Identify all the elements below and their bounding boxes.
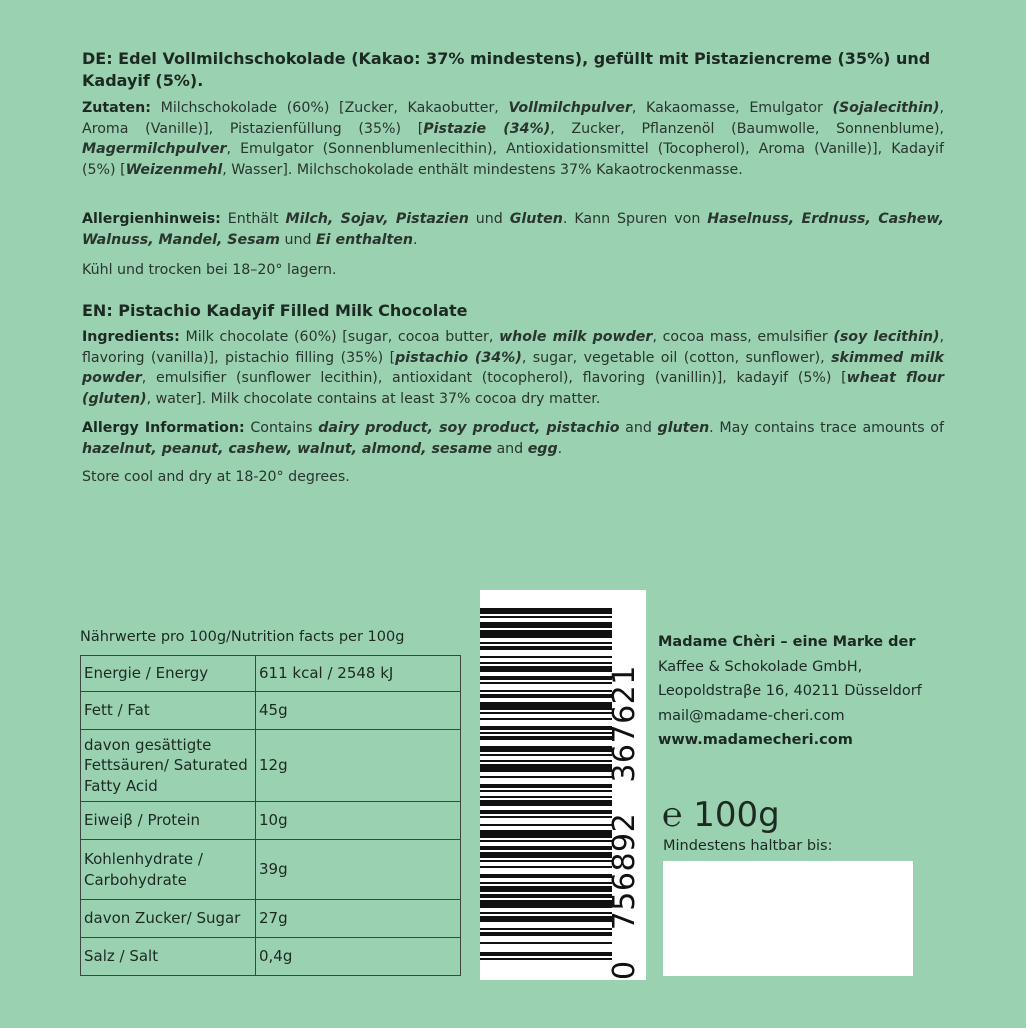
barcode-bar	[480, 952, 612, 956]
barcode-bar	[480, 630, 612, 638]
brand-line: Madame Chèri – eine Marke der	[658, 634, 916, 650]
nutrient-value: 27g	[256, 900, 461, 938]
nutrition-table	[80, 655, 461, 976]
allergen-text: skimmed milk powder	[82, 349, 944, 387]
text-segment: .	[557, 440, 563, 457]
barcode-bar	[480, 784, 612, 788]
barcode-bar	[480, 764, 612, 772]
en-storage: Store cool and dry at 18-20° degrees.	[82, 469, 350, 485]
en-allergy-information	[82, 418, 944, 459]
barcode-bar	[480, 736, 612, 740]
estimated-sign-icon: ℮	[662, 795, 683, 835]
barcode-bar	[480, 690, 612, 692]
text-segment: , water]. Milk chocolate contains at least 37% cocoa dry matter.	[146, 390, 601, 407]
address: Leopoldstraβe 16, 40211 Düsseldorf	[658, 683, 922, 699]
allergen-text: egg	[527, 440, 558, 457]
en-allergy-label: Allergy Information:	[82, 420, 245, 436]
barcode-bar	[480, 676, 612, 680]
barcode-bar	[480, 840, 612, 842]
table-row	[81, 656, 461, 692]
nutrient-label: davon gesättigte Fettsäuren/ Saturated Fatty Acid	[81, 730, 256, 802]
barcode-bar	[480, 894, 612, 898]
barcode-bar	[480, 800, 612, 806]
barcode-bar	[480, 790, 612, 792]
text-segment: , sugar, vegetable oil (cotton, sunflower),	[521, 349, 832, 366]
barcode-bar	[480, 942, 612, 944]
en-ingredients-label: Ingredients:	[82, 329, 180, 345]
brand-info	[658, 630, 922, 753]
barcode-bar	[480, 622, 612, 628]
barcode-bar	[480, 882, 612, 884]
best-before-label: Mindestens haltbar bis:	[663, 838, 833, 854]
allergen-text: whole milk powder	[499, 329, 653, 345]
text-segment: und	[279, 231, 316, 248]
barcode-bar	[480, 732, 612, 734]
allergen-text: wheat flour (gluten)	[82, 370, 944, 407]
text-segment: , Zucker, Pflanzenöl (Baumwolle, Sonnenblume),	[550, 120, 945, 137]
barcode-bar	[480, 642, 612, 644]
allergen-text: (Sojalecithin)	[832, 100, 940, 116]
barcode-bar	[480, 718, 612, 720]
text-segment: . May contains trace amounts of	[709, 420, 944, 436]
barcode-bar	[480, 726, 612, 730]
barcode-digits: 0 756892 367621	[607, 665, 642, 980]
allergen-text: (soy lecithin)	[833, 329, 940, 345]
de-title: DE: Edel Vollmilchschokolade (Kakao: 37% mindestens), gefüllt mit Pistaziencreme (35%) und Kadayif (5%).	[82, 49, 931, 90]
barcode-bar	[480, 760, 612, 762]
barcode-bar	[480, 616, 612, 618]
nutrient-label: davon Zucker/ Sugar	[81, 900, 256, 938]
de-ingredients	[82, 98, 944, 180]
barcode-bar	[480, 746, 612, 752]
barcode-bar	[480, 874, 612, 878]
text-segment: Milchschokolade (60%) [Zucker, Kakaobutter,	[150, 100, 509, 116]
allergen-text: Gluten	[509, 211, 563, 227]
de-ingredients-label: Zutaten:	[82, 100, 151, 116]
barcode-bar	[480, 656, 612, 658]
text-segment: , cocoa mass, emulsifier	[652, 329, 834, 345]
table-row	[81, 730, 461, 802]
text-segment: , emulsifier (sunflower lecithin), antioxidant (tocopherol), flavoring (vanillin)], kadayif (5%) [	[141, 370, 847, 387]
text-segment: and	[619, 420, 658, 436]
allergen-text: hazelnut, peanut, cashew, walnut, almond, sesame	[82, 440, 492, 457]
barcode-bar	[480, 852, 612, 858]
weight-value: 100g	[693, 795, 780, 835]
table-row	[81, 840, 461, 900]
nutrient-value: 12g	[256, 730, 461, 802]
company-name: Kaffee & Schokolade GmbH,	[658, 658, 863, 675]
table-row	[81, 692, 461, 730]
barcode-bar	[480, 608, 612, 614]
barcode-bar	[480, 824, 612, 826]
barcode-bar	[480, 712, 612, 714]
text-segment: , Aroma (Vanille)], Pistazienfüllung (35%) [	[82, 100, 944, 137]
allergen-text: pistachio (34%)	[395, 349, 522, 366]
barcode-bar	[480, 830, 612, 838]
barcode-bar	[480, 662, 612, 664]
barcode-bar	[480, 932, 612, 936]
allergen-text: dairy product, soy product, pistachio	[318, 420, 620, 436]
barcode-bar	[480, 796, 612, 798]
text-segment: Enthält	[220, 211, 286, 227]
allergen-text: gluten	[657, 420, 710, 436]
barcode-bar	[480, 682, 612, 684]
table-row	[81, 900, 461, 938]
en-ingredients	[82, 327, 944, 409]
allergen-text: Haselnuss, Erdnuss, Cashew, Walnuss, Mandel, Sesam	[82, 211, 944, 248]
allergen-text: Magermilchpulver	[82, 141, 227, 158]
nutrient-value: 0,4g	[256, 938, 461, 976]
barcode-bar	[480, 928, 612, 930]
text-segment: Milk chocolate (60%) [sugar, cocoa butter,	[179, 329, 500, 345]
barcode-bar	[480, 860, 612, 862]
barcode-bar	[480, 694, 612, 698]
barcode-bar	[480, 702, 612, 710]
website: www.madamecheri.com	[658, 732, 853, 748]
allergen-text: Vollmilchpulver	[508, 100, 632, 116]
text-segment: . Kann Spuren von	[562, 211, 708, 227]
email: mail@madame-cheri.com	[658, 707, 845, 724]
de-storage: Kühl und trocken bei 18–20° lagern.	[82, 262, 337, 278]
nutrient-label: Kohlenhydrate / Carbohydrate	[81, 840, 256, 900]
text-segment: Contains	[244, 420, 319, 436]
nutrient-value: 39g	[256, 840, 461, 900]
text-segment: , flavoring (vanilla)], pistachio filling (35%) [	[82, 329, 944, 366]
barcode-bar	[480, 912, 612, 914]
barcode-bar	[480, 776, 612, 778]
allergen-text: Pistazie (34%)	[423, 120, 551, 137]
barcode-bar	[480, 816, 612, 818]
barcode-bar	[480, 886, 612, 892]
nutrient-value: 611 kcal / 2548 kJ	[256, 656, 461, 692]
nutrient-value: 45g	[256, 692, 461, 730]
barcode-bar	[480, 810, 612, 814]
text-segment: , Kakaomasse, Emulgator	[631, 100, 833, 116]
text-segment: , Emulgator (Sonnenblumenlecithin), Antioxidationsmittel (Tocopherol), Aroma (Vanille)], Kadayif (5%) [	[82, 141, 944, 178]
text-segment: und	[468, 211, 510, 227]
text-segment: , Wasser]. Milchschokolade enthält mindestens 37% Kakaotrockenmasse.	[222, 161, 743, 178]
nutrient-label: Fett / Fat	[81, 692, 256, 730]
barcode-bar	[480, 900, 612, 908]
nutrition-title: Nährwerte pro 100g/Nutrition facts per 100g	[80, 629, 405, 645]
nutrient-value: 10g	[256, 802, 461, 840]
allergen-text: Ei enthalten	[315, 231, 414, 248]
text-segment: and	[491, 440, 528, 457]
barcode-bar	[480, 646, 612, 650]
table-row	[81, 802, 461, 840]
nutrient-label: Eiweiβ / Protein	[81, 802, 256, 840]
barcode-bar	[480, 666, 612, 672]
barcode-bar	[480, 754, 612, 756]
de-allergy-notice	[82, 209, 944, 250]
nutrient-label: Energie / Energy	[81, 656, 256, 692]
en-title: EN: Pistachio Kadayif Filled Milk Chocolate	[82, 301, 468, 320]
best-before-date-box	[663, 861, 913, 976]
barcode-bar	[480, 958, 612, 960]
barcode-bar	[480, 866, 612, 868]
text-segment: .	[413, 231, 418, 248]
net-weight	[662, 795, 780, 835]
allergen-text: Weizenmehl	[125, 161, 223, 178]
nutrient-label: Salz / Salt	[81, 938, 256, 976]
de-allergy-label: Allergienhinweis:	[82, 211, 221, 227]
barcode-bar	[480, 846, 612, 850]
barcode-bar	[480, 916, 612, 922]
allergen-text: Milch, Sojav, Pistazien	[285, 211, 469, 227]
table-row	[81, 938, 461, 976]
